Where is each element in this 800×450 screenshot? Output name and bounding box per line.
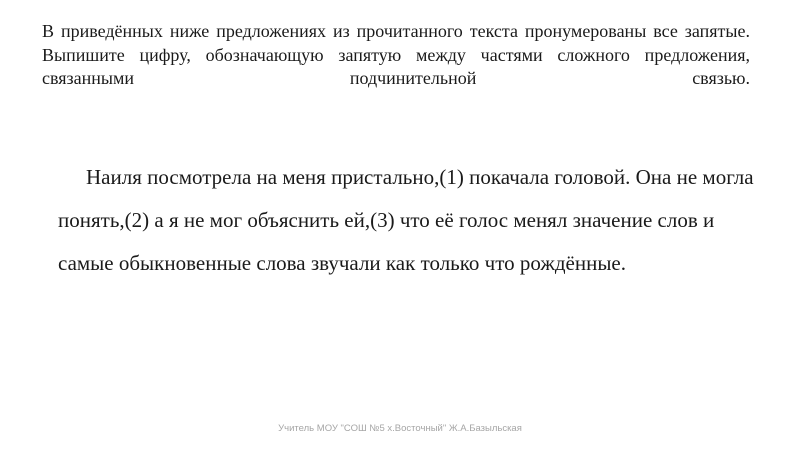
task-instruction: В приведённых ниже предложениях из прочитанного текста пронумерованы все запятые. Выпишите цифру, обозначающую запятую между частями сложного предложения, связанными подчинительной связью.: [42, 21, 750, 88]
text-passage: Наиля посмотрела на меня пристально,(1) покачала головой. Она не могла понять,(2) а я не мог объяснить ей,(3) что её голос менял значение слов и самые обыкновенные слова звучали как только что рождённые.: [58, 165, 754, 275]
author-footer: Учитель МОУ "СОШ №5 х.Восточный" Ж.А.Базыльская: [278, 423, 522, 434]
